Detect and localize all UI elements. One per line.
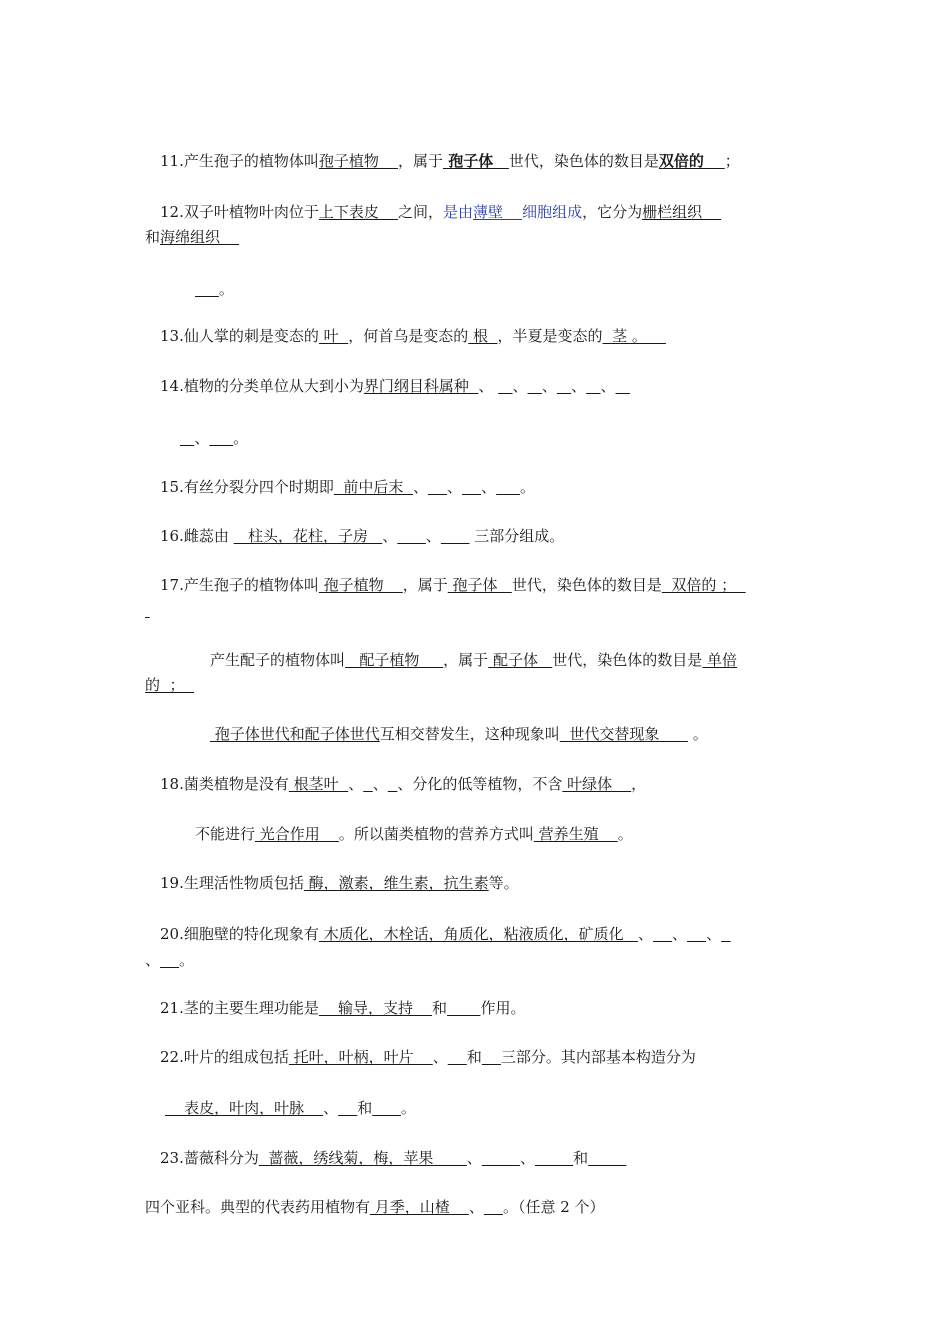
question-text: ，属于 bbox=[443, 651, 489, 669]
question-text: 蔷薇科分为 bbox=[183, 1149, 259, 1167]
question-text: 植物的分类单位从大到小为 bbox=[183, 377, 364, 395]
question-15 bbox=[160, 477, 535, 497]
question-number: 15. bbox=[160, 478, 184, 496]
question-20 bbox=[160, 924, 731, 944]
answer-blank: 根 bbox=[468, 327, 498, 345]
question-text: 。 bbox=[400, 1099, 416, 1117]
separator: 、 bbox=[194, 429, 210, 447]
question-text: 仙人掌的刺是变态的 bbox=[183, 327, 319, 345]
separator: 、 bbox=[412, 478, 428, 496]
answer-blank bbox=[230, 228, 240, 246]
answer-blank: 世代交替现象 bbox=[559, 725, 688, 743]
question-text: ，属于 bbox=[402, 576, 448, 594]
question-text: 双子叶植物叶肉位于 bbox=[183, 203, 319, 221]
question-18-continued bbox=[195, 824, 633, 844]
answer-blank bbox=[372, 1099, 401, 1117]
question-text: 和 bbox=[466, 1048, 482, 1066]
separator: 、 bbox=[468, 1198, 484, 1216]
question-number: 19. bbox=[160, 874, 184, 892]
question-12-continued bbox=[145, 227, 239, 247]
question-23 bbox=[160, 1148, 626, 1168]
answer-blank: 输导，支持 bbox=[318, 999, 433, 1017]
separator: 、 bbox=[512, 377, 528, 395]
question-text: 互相交替发生，这种现象叫 bbox=[379, 725, 560, 743]
question-number: 12. bbox=[160, 203, 184, 221]
answer-blank bbox=[180, 429, 194, 447]
answer-blank bbox=[498, 377, 512, 395]
question-text: 和 bbox=[432, 999, 448, 1017]
answer-blank: 上下表皮 bbox=[318, 203, 398, 221]
question-17-line2 bbox=[210, 650, 737, 670]
answer-blank: 蔷薇，绣线菊，梅，苹果 bbox=[258, 1149, 467, 1167]
question-17-mark bbox=[145, 600, 150, 620]
question-text: 产生配子的植物体叫 bbox=[210, 651, 346, 669]
question-20-continued bbox=[145, 950, 194, 970]
separator: 、 bbox=[348, 775, 364, 793]
answer-blank bbox=[535, 1149, 573, 1167]
separator: 、 bbox=[637, 925, 653, 943]
question-text: ，属于 bbox=[397, 152, 443, 170]
separator: 、 bbox=[706, 925, 722, 943]
question-13 bbox=[160, 326, 666, 346]
answer-blank: 孢子体 bbox=[442, 152, 509, 170]
question-text: 。 bbox=[520, 478, 536, 496]
answer-blank bbox=[484, 1198, 503, 1216]
answer-blank bbox=[462, 478, 481, 496]
question-text: 。 bbox=[687, 725, 708, 743]
question-text: 雌蕊由 bbox=[183, 527, 234, 545]
question-text: 、 bbox=[478, 377, 499, 395]
answer-blank: 根茎叶 bbox=[288, 775, 349, 793]
question-22 bbox=[160, 1047, 696, 1067]
question-text: 。所以菌类植物的营养方式叫 bbox=[338, 825, 534, 843]
question-22-continued bbox=[165, 1098, 416, 1118]
question-number: 21. bbox=[160, 999, 184, 1017]
answer-blank bbox=[687, 925, 706, 943]
question-text: 细胞壁的特化现象有 bbox=[183, 925, 319, 943]
separator: 、 bbox=[323, 1099, 339, 1117]
answer-blank bbox=[447, 999, 480, 1017]
separator: 、 bbox=[519, 1149, 535, 1167]
separator: 、 bbox=[447, 478, 463, 496]
answer-blank: 表皮，叶肉，叶脉 bbox=[165, 1099, 324, 1117]
answer-blank bbox=[145, 601, 150, 619]
answer-blank bbox=[653, 925, 672, 943]
answer-blank bbox=[557, 377, 571, 395]
question-text: 茎的主要生理功能是 bbox=[183, 999, 319, 1017]
separator: 、 bbox=[466, 1149, 482, 1167]
answer-blank: 双倍的 bbox=[658, 152, 725, 170]
answer-blank bbox=[528, 377, 542, 395]
answer-blank bbox=[160, 951, 179, 969]
answer-blank bbox=[338, 1099, 357, 1117]
question-text: 产生孢子的植物体叫 bbox=[183, 576, 319, 594]
question-text: 不能进行 bbox=[195, 825, 256, 843]
question-text: 生理活性物质包括 bbox=[183, 874, 304, 892]
answer-blank: 孢子体 bbox=[447, 576, 512, 594]
answer-blank: 孢子植物 bbox=[318, 576, 403, 594]
answer-blank: 界门纲目科属种 bbox=[363, 377, 479, 395]
answer-blank: 孢子体世代和配子体世代 bbox=[210, 725, 380, 743]
question-16 bbox=[160, 526, 564, 546]
separator: 、 bbox=[432, 1048, 448, 1066]
question-text: ，它分为 bbox=[582, 203, 643, 221]
answer-blank bbox=[195, 280, 219, 298]
question-text: 细胞组成 bbox=[522, 203, 583, 221]
answer-blank: 单倍 bbox=[702, 651, 738, 669]
answer-blank: 的 ； bbox=[145, 676, 195, 694]
question-text: 作用。 bbox=[480, 999, 526, 1017]
answer-blank: 木质化，木栓话，角质化，粘液质化，矿质化 bbox=[318, 925, 638, 943]
question-text: 三部分。其内部基本构造分为 bbox=[500, 1048, 696, 1066]
question-text: 。 bbox=[218, 280, 234, 298]
question-number: 16. bbox=[160, 527, 184, 545]
question-number: 11. bbox=[160, 152, 184, 170]
separator: 、 bbox=[382, 527, 398, 545]
separator: 、 bbox=[541, 377, 557, 395]
question-text: ，何首乌是变态的 bbox=[348, 327, 469, 345]
question-text: 世代，染色体的数目是 bbox=[511, 576, 662, 594]
question-number: 14. bbox=[160, 377, 184, 395]
answer-blank bbox=[397, 527, 426, 545]
answer-blank: 月季，山楂 bbox=[370, 1198, 469, 1216]
question-number: 20. bbox=[160, 925, 184, 943]
question-text: 之间， bbox=[397, 203, 443, 221]
separator: 、 bbox=[600, 377, 616, 395]
question-text: 和 bbox=[357, 1099, 373, 1117]
question-text: 三部分组成。 bbox=[469, 527, 565, 545]
question-12-end bbox=[195, 279, 234, 299]
question-11 bbox=[160, 151, 740, 171]
separator: 、 bbox=[425, 527, 441, 545]
answer-blank: 茎 。 bbox=[602, 327, 666, 345]
question-number: 22. bbox=[160, 1048, 184, 1066]
answer-blank: 叶绿体 bbox=[562, 775, 632, 793]
answer-blank bbox=[588, 1149, 626, 1167]
question-text: 产生孢子的植物体叫 bbox=[183, 152, 319, 170]
question-text: 是由 bbox=[442, 203, 473, 221]
question-14-continued bbox=[180, 428, 248, 448]
answer-blank: 柱头，花柱，子房 bbox=[233, 527, 383, 545]
answer-blank bbox=[496, 478, 520, 496]
question-number: 18. bbox=[160, 775, 184, 793]
answer-blank: 托叶，叶柄，叶片 bbox=[288, 1048, 433, 1066]
separator: 、 bbox=[372, 775, 388, 793]
answer-blank bbox=[586, 377, 600, 395]
separator: 、 bbox=[481, 478, 497, 496]
answer-blank bbox=[209, 429, 233, 447]
answer-blank: 海绵组织 bbox=[160, 228, 230, 246]
answer-blank bbox=[482, 1149, 520, 1167]
question-text: 。 bbox=[179, 951, 195, 969]
answer-blank: 前中后末 bbox=[333, 478, 413, 496]
answer-blank: 孢子植物 bbox=[318, 152, 398, 170]
question-text: 和 bbox=[573, 1149, 589, 1167]
separator: 、 bbox=[672, 925, 688, 943]
question-text: 。 bbox=[233, 429, 249, 447]
question-text: ，半夏是变态的 bbox=[497, 327, 603, 345]
answer-blank: 薄壁 bbox=[472, 203, 523, 221]
answer-blank: 双倍的 ； bbox=[661, 576, 746, 594]
separator: 、 bbox=[571, 377, 587, 395]
question-14 bbox=[160, 376, 630, 396]
answer-blank: 光合作用 bbox=[255, 825, 339, 843]
question-text: 。 bbox=[617, 825, 633, 843]
question-text: 有丝分裂分四个时期即 bbox=[183, 478, 334, 496]
question-17 bbox=[160, 575, 746, 595]
answer-blank: 叶 bbox=[318, 327, 349, 345]
question-text: 菌类植物是没有 bbox=[183, 775, 289, 793]
question-text: 叶片的组成包括 bbox=[183, 1048, 289, 1066]
question-number: 13. bbox=[160, 327, 184, 345]
question-text: ； bbox=[724, 152, 740, 170]
answer-blank bbox=[616, 377, 630, 395]
question-text: 、分化的低等植物，不含 bbox=[397, 775, 563, 793]
answer-blank bbox=[441, 527, 470, 545]
question-text: 四个亚科。典型的代表药用植物有 bbox=[145, 1198, 371, 1216]
question-text: 世代，染色体的数目是 bbox=[508, 152, 659, 170]
question-text: ， bbox=[631, 775, 647, 793]
question-23-continued bbox=[145, 1197, 605, 1217]
answer-blank: 营养生殖 bbox=[533, 825, 618, 843]
answer-blank bbox=[482, 1048, 501, 1066]
answer-blank bbox=[388, 775, 398, 793]
question-18 bbox=[160, 774, 646, 794]
answer-blank bbox=[428, 478, 447, 496]
answer-blank: 配子体 bbox=[488, 651, 553, 669]
answer-blank: 配子植物 bbox=[345, 651, 444, 669]
question-text: 和 bbox=[145, 228, 161, 246]
question-12 bbox=[160, 202, 721, 222]
answer-blank bbox=[448, 1048, 467, 1066]
answer-blank bbox=[721, 925, 731, 943]
answer-blank: 酶，激素，维生素，抗生素 bbox=[303, 874, 489, 892]
question-text: 等。 bbox=[488, 874, 519, 892]
question-text: 。（任意 2 个） bbox=[502, 1198, 605, 1216]
separator: 、 bbox=[145, 951, 161, 969]
question-17-line3 bbox=[210, 724, 708, 744]
answer-blank bbox=[363, 775, 373, 793]
question-number: 23. bbox=[160, 1149, 184, 1167]
question-number: 17. bbox=[160, 576, 184, 594]
question-21 bbox=[160, 998, 525, 1018]
question-17-line2-wrap bbox=[145, 675, 194, 695]
question-19 bbox=[160, 873, 519, 893]
question-text: 世代，染色体的数目是 bbox=[552, 651, 703, 669]
answer-blank: 栅栏组织 bbox=[642, 203, 722, 221]
